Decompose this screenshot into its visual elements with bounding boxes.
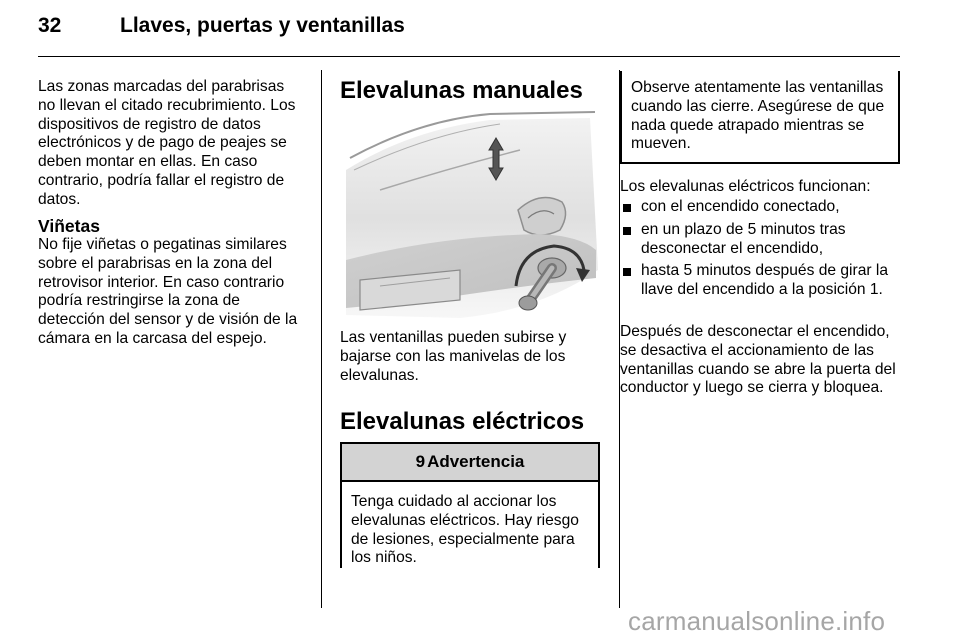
warning-title: Advertencia (427, 452, 525, 471)
warning-text: Tenga cuidado al accionar los elevalunas eléctricos. Hay riesgo de lesiones, especialmente para los niños. (351, 493, 579, 567)
warning-header (342, 444, 598, 482)
conditions-list (620, 198, 902, 304)
warning-triangle-icon: 9 (415, 452, 426, 471)
list-item: hasta 5 minutos después de girar la llave del encendido a la posición 1. (620, 262, 902, 300)
warning-box-continued (620, 71, 900, 164)
list-item: en un plazo de 5 minutos tras desconectar el encendido, (620, 221, 902, 259)
bullet-square-icon (623, 227, 631, 235)
page-number: 32 (38, 14, 62, 37)
paragraph-windshield-zones: Las zonas marcadas del parabrisas no llevan el citado recubrimiento. Los dispositivos de registro de datos electrónicos y de pago de peajes se deben montar en ellas. En caso contrario, podría fallar el registro de datos. (38, 78, 296, 208)
paragraph-intro: Los elevalunas eléctricos funcionan: (620, 178, 871, 195)
subheading-vinetas: Viñetas (38, 216, 100, 236)
paragraph-manual-windows: Las ventanillas pueden subirse y bajarse con las manivelas de los elevalunas. (340, 329, 567, 384)
window-crank-illustration (340, 110, 602, 325)
heading-electric-windows: Elevalunas eléctricos (340, 408, 585, 435)
column-divider-left (321, 70, 322, 608)
warning-continued-text: Observe atentamente las ventanillas cuando las cierre. Asegúrese de que nada quede atrapado mientras se mueven. (631, 79, 885, 153)
list-item: con el encendido conectado, (620, 198, 902, 217)
bullet-square-icon (623, 268, 631, 276)
bullet-square-icon (623, 204, 631, 212)
watermark: carmanualsonline.info (628, 606, 886, 636)
page-title: Llaves, puertas y ventanillas (120, 14, 405, 37)
paragraph-deactivation: Después de desconectar el encendido, se desactiva el accionamiento de las ventanillas cuando se abre la puerta del conductor y luego se cierra y bloquea. (620, 323, 896, 397)
header-divider (38, 56, 900, 57)
warning-box (340, 442, 600, 568)
heading-manual-windows: Elevalunas manuales (340, 77, 583, 104)
paragraph-vinetas: No fije viñetas o pegatinas similares sobre el parabrisas en la zona del retrovisor interior. En caso contrario podría restringirse la zona de detección del sensor y de visión de la cámara en la carcasa del espejo. (38, 236, 298, 347)
